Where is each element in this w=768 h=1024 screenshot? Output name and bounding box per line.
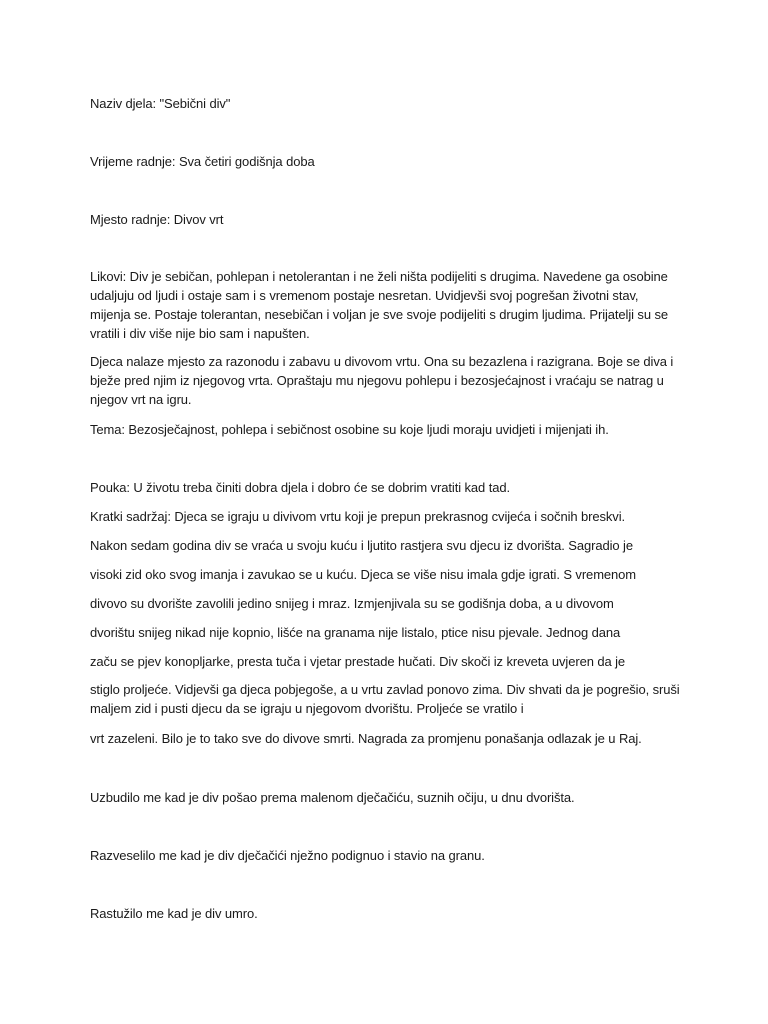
excited-line: Uzbudilo me kad je div pošao prema malenom dječačiću, suznih očiju, u dnu dvorišta. [90,790,575,805]
children-line-1: Djeca nalaze mjesto za razonodu i zabavu u divovom vrtu. Ona su bezazlena i razigrana. Boje se diva i [90,354,674,369]
theme-line: Tema: Bezosječajnost, pohlepa i sebičnost osobine su koje ljudi moraju uvidjeti i mijenjati ih. [90,422,609,437]
title-line: Naziv djela: "Sebični div" [90,96,231,111]
characters-line-3: mijenja se. Postaje tolerantan, nesebičan i voljan je sve svoje podijeliti s drugim ljudima. Prijatelji su se [90,307,669,322]
children-line-2: bježe pred njim iz njegovog vrta. Opraštaju mu njegovu pohlepu i bezosjećajnost i vraćaju se natrag u [90,373,664,388]
summary-line-1: Kratki sadržaj: Djeca se igraju u divivom vrtu koji je prepun prekrasnog cvijeća i sočnih breskvi. [90,509,625,524]
place-line: Mjesto radnje: Divov vrt [90,212,224,227]
summary-line-6: začu se pjev konopljarke, presta tuča i vjetar prestade hučati. Div skoči iz kreveta uvjeren da je [90,654,626,669]
characters-line-1: Likovi: Div je sebičan, pohlepan i netolerantan i ne želi ništa podijeliti s drugima. Navedene ga osobine [90,269,668,284]
characters-line-2: udaljuju od ljudi i ostaje sam i s vremenom postaje nesretan. Uvidjevši svoj pogrešan životni stav, [90,288,639,303]
gladdened-line: Razveselilo me kad je div dječačići nježno podignuo i stavio na granu. [90,848,485,863]
summary-line-2: Nakon sedam godina div se vraća u svoju kuću i ljutito rastjera svu djecu iz dvorišta. Sagradio je [90,538,633,553]
saddened-line: Rastužilo me kad je div umro. [90,906,258,921]
moral-line: Pouka: U životu treba činiti dobra djela i dobro će se dobrim vratiti kad tad. [90,480,510,495]
time-line: Vrijeme radnje: Sva četiri godišnja doba [90,154,315,169]
summary-line-5: dvorištu snijeg nikad nije kopnio, lišće na granama nije listalo, ptice nisu pjevale. Jednog dana [90,625,621,640]
summary-line-7: stiglo proljeće. Vidjevši ga djeca pobjegoše, a u vrtu zavlad ponovo zima. Div shvati da je pogrešio, sruši [90,682,680,697]
characters-paragraph [90,267,690,343]
children-paragraph [90,352,690,409]
summary-line-4: divovo su dvorište zavolili jedino snijeg i mraz. Izmjenjivala su se godišnja doba, a u divovom [90,596,614,611]
characters-line-4: vratili i div više nije bio sam i napušten. [90,326,310,341]
summary-line-9: vrt zazeleni. Bilo je to tako sve do divove smrti. Nagrada za promjenu ponašanja odlazak je u Raj. [90,731,642,746]
summary-line-8: maljem zid i pusti djecu da se igraju u njegovom dvorištu. Proljeće se vratilo i [90,701,524,716]
summary-line-3: visoki zid oko svog imanja i zavukao se u kuću. Djeca se više nisu imala gdje igrati. S vremenom [90,567,637,582]
children-line-3: njegov vrt na igru. [90,392,192,407]
